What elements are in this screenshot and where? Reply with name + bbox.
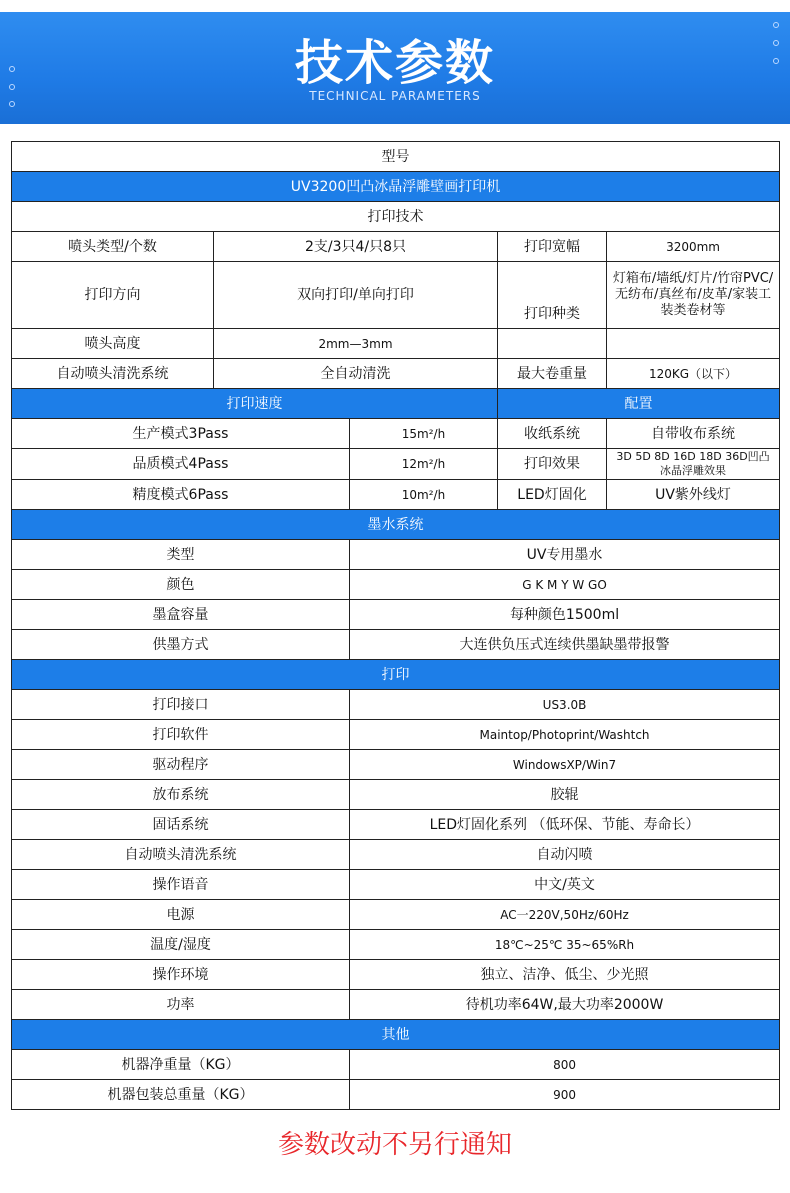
cell-value: 大连供负压式连续供墨缺墨带报警 [350,630,780,660]
cell-label: LED灯固化 [498,480,607,510]
cell-label: 供墨方式 [12,630,350,660]
cell-label: 颜色 [12,570,350,600]
cell-value [607,329,780,359]
table-row [12,570,780,600]
cell-value: 灯箱布/墙纸/灯片/竹帘PVC/无纺布/真丝布/皮革/家装工装类卷材等 [607,262,780,329]
cell-label: 打印软件 [12,720,350,750]
cell-label: 打印方向 [12,262,214,329]
cell-value: 每种颜色1500ml [350,600,780,630]
table-row [12,449,780,480]
table-row [12,510,780,540]
table-row [12,540,780,570]
table-row [12,1080,780,1110]
cell-value: 自动闪喷 [350,840,780,870]
table-row [12,232,780,262]
table-row [12,600,780,630]
cell-value: 中文/英文 [350,870,780,900]
table-row [12,660,780,690]
cell-label: 打印宽幅 [498,232,607,262]
cell-value: 待机功率64W,最大功率2000W [350,990,780,1020]
cell-label: 放布系统 [12,780,350,810]
cell-value: 2支/3只4/只8只 [214,232,498,262]
cell-value: UV紫外线灯 [607,480,780,510]
cell-label: 机器包装总重量（KG） [12,1080,350,1110]
section-header-ink: 墨水系统 [12,510,780,540]
cell-label: 操作语音 [12,870,350,900]
cell-value: 900 [350,1080,780,1110]
cell-value: 800 [350,1050,780,1080]
cell-value: 120KG（以下） [607,359,780,389]
table-row [12,329,780,359]
cell-value: 2mm—3mm [214,329,498,359]
table-row [12,142,780,172]
page-title: 技术参数 [294,35,495,91]
cell-value: LED灯固化系列 （低环保、节能、寿命长） [350,810,780,840]
section-header-speed: 打印速度 [12,389,498,419]
cell-value: 15m²/h [350,419,498,449]
cell-label: 固话系统 [12,810,350,840]
cell-value: UV专用墨水 [350,540,780,570]
cell-value: 3D 5D 8D 16D 18D 36D凹凸冰晶浮雕效果 [607,449,780,480]
cell-label: 类型 [12,540,350,570]
table-row [12,960,780,990]
change-notice: 参数改动不另行通知 [277,1130,512,1160]
table-row [12,630,780,660]
table-row [12,780,780,810]
table-row [12,419,780,449]
table-row [12,810,780,840]
section-header-other: 其他 [12,1020,780,1050]
table-row [12,930,780,960]
table-row [12,870,780,900]
cell-label: 打印种类 [498,262,607,329]
cell-label: 功率 [12,990,350,1020]
section-header-config: 配置 [498,389,780,419]
cell-label: 自动喷头清洗系统 [12,840,350,870]
cell-label: 最大卷重量 [498,359,607,389]
table-row [12,262,780,329]
table-row [12,202,780,232]
cell-label: 操作环境 [12,960,350,990]
cell-value: 全自动清洗 [214,359,498,389]
cell-value: 独立、洁净、低尘、少光照 [350,960,780,990]
table-row [12,1050,780,1080]
cell-label: 温度/湿度 [12,930,350,960]
cell-value: Maintop/Photoprint/Washtch [350,720,780,750]
table-row [12,389,780,419]
table-row [12,690,780,720]
cell-value: 3200mm [607,232,780,262]
model-label: 型号 [12,142,780,172]
spec-table [11,141,780,1110]
cell-label: 电源 [12,900,350,930]
cell-value: G K M Y W GO [350,570,780,600]
cell-label: 驱动程序 [12,750,350,780]
cell-label: 收纸系统 [498,419,607,449]
banner [0,0,790,124]
model-name-bar: UV3200凹凸冰晶浮雕壁画打印机 [12,172,780,202]
cell-label: 机器净重量（KG） [12,1050,350,1080]
cell-label: 自动喷头清洗系统 [12,359,214,389]
page-subtitle: TECHNICAL PARAMETERS [309,89,481,103]
table-row [12,359,780,389]
cell-value: 胶辊 [350,780,780,810]
cell-value: 18℃~25℃ 35~65%Rh [350,930,780,960]
cell-label: 精度模式6Pass [12,480,350,510]
table-row [12,840,780,870]
cell-label: 打印效果 [498,449,607,480]
cell-label: 品质模式4Pass [12,449,350,480]
table-row [12,720,780,750]
cell-value: 自带收布系统 [607,419,780,449]
cell-label: 喷头类型/个数 [12,232,214,262]
table-row [12,480,780,510]
table-row [12,172,780,202]
cell-label: 喷头高度 [12,329,214,359]
table-row [12,1020,780,1050]
cell-label: 生产模式3Pass [12,419,350,449]
cell-label: 墨盒容量 [12,600,350,630]
cell-label: 打印接口 [12,690,350,720]
section-header-print-tech: 打印技术 [12,202,780,232]
cell-value: 10m²/h [350,480,498,510]
cell-value: AC一220V,50Hz/60Hz [350,900,780,930]
table-row [12,990,780,1020]
table-row [12,750,780,780]
cell-value: US3.0B [350,690,780,720]
cell-value: 双向打印/单向打印 [214,262,498,329]
table-row [12,900,780,930]
cell-label [498,329,607,359]
cell-value: 12m²/h [350,449,498,480]
section-header-print: 打印 [12,660,780,690]
cell-value: WindowsXP/Win7 [350,750,780,780]
